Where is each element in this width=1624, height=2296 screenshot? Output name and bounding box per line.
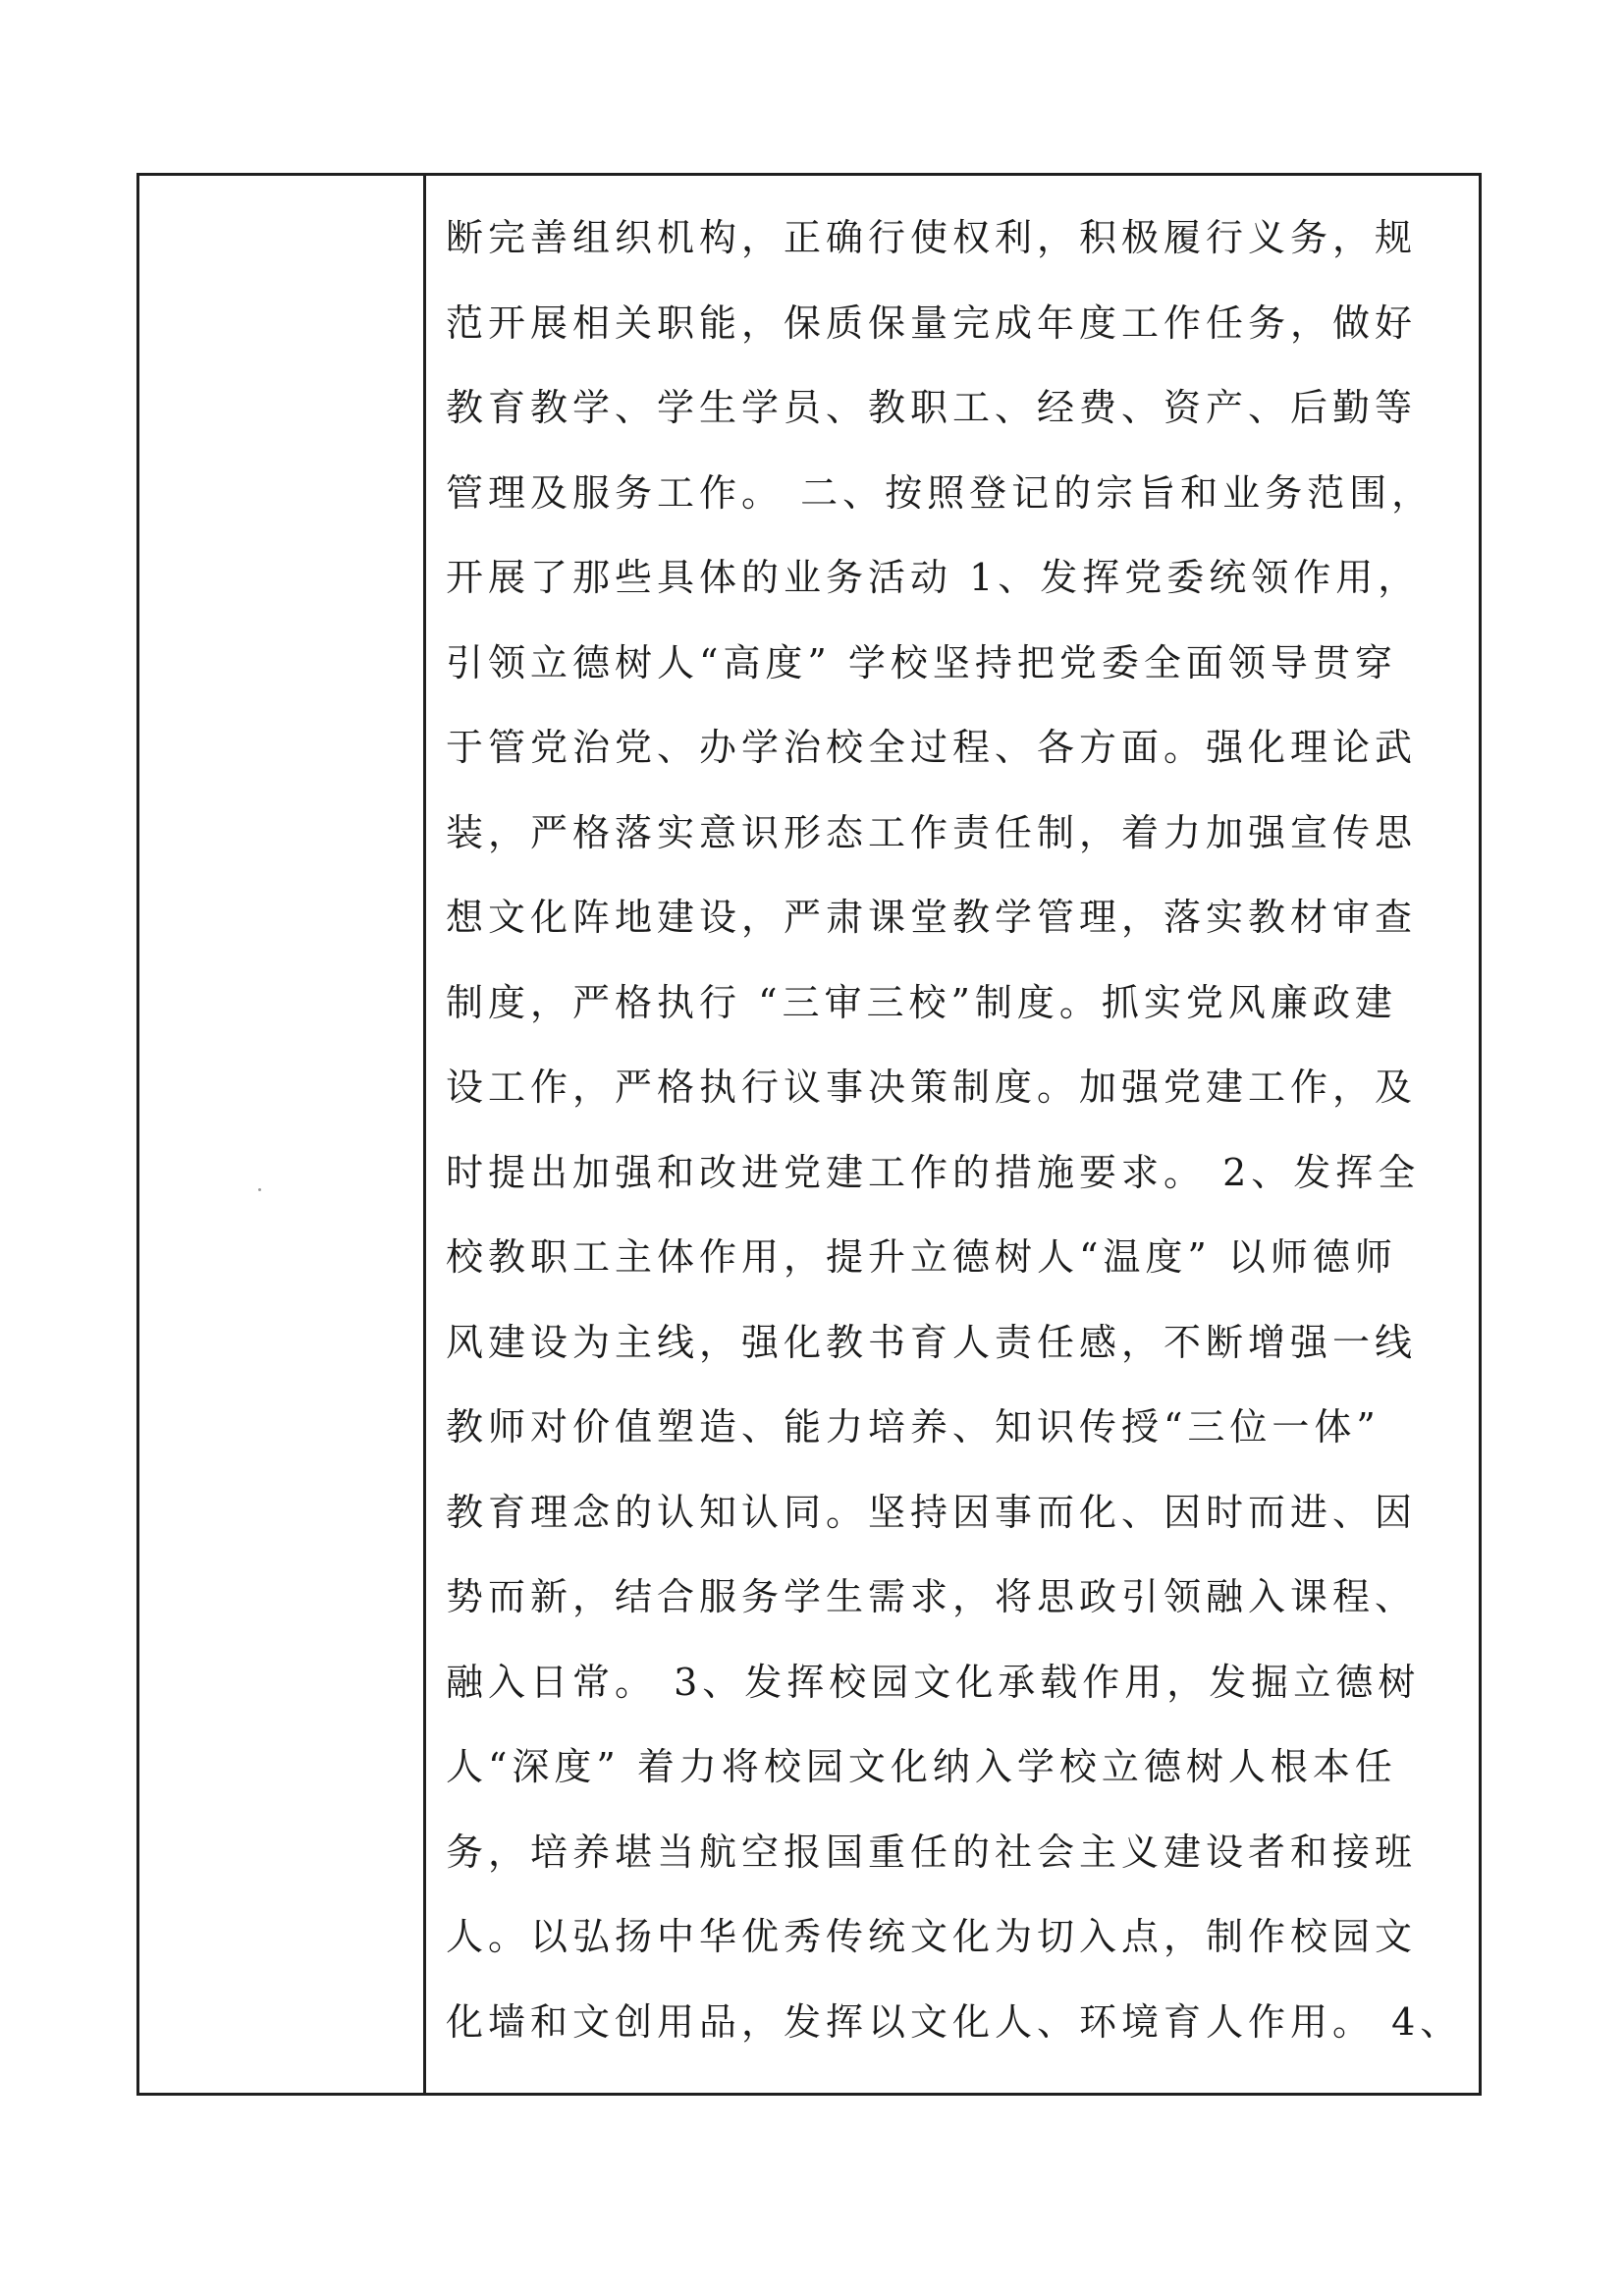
text-line: 开展了那些具体的业务活动 1、发挥党委统领作用， bbox=[446, 556, 1421, 599]
text-line: 教师对价值塑造、能力培养、知识传授“三位一体” bbox=[446, 1405, 1380, 1449]
content-cell bbox=[426, 176, 1479, 2093]
text-line: 制度，严格执行 “三审三校”制度。抓实党风廉政建 bbox=[446, 980, 1397, 1024]
text-line: 教育理念的认知认同。坚持因事而化、因时而进、因 bbox=[446, 1490, 1418, 1534]
text-line: 融入日常。 3、发挥校园文化承载作用，发掘立德树 bbox=[446, 1660, 1421, 1704]
form-table bbox=[136, 173, 1482, 2096]
label-cell bbox=[139, 176, 426, 2093]
text-line: 于管党治党、办学治校全过程、各方面。强化理论武 bbox=[446, 726, 1418, 769]
text-line: 风建设为主线，强化教书育人责任感，不断增强一线 bbox=[446, 1320, 1418, 1364]
text-line: 人“深度” 着力将校园文化纳入学校立德树人根本任 bbox=[446, 1745, 1397, 1788]
text-line: 装，严格落实意识形态工作责任制，着力加强宣传思 bbox=[446, 810, 1418, 854]
text-line: 引领立德树人“高度” 学校坚持把党委全面领导贯穿 bbox=[446, 640, 1397, 684]
text-line: 设工作，严格执行议事决策制度。加强党建工作，及 bbox=[446, 1066, 1418, 1109]
text-line: 教育教学、学生学员、教职工、经费、资产、后勤等 bbox=[446, 386, 1418, 429]
text-line: 务，培养堪当航空报国重任的社会主义建设者和接班 bbox=[446, 1830, 1418, 1874]
text-line: 范开展相关职能，保质保量完成年度工作任务，做好 bbox=[446, 301, 1418, 345]
text-line: 时提出加强和改进党建工作的措施要求。 2、发挥全 bbox=[446, 1150, 1421, 1194]
text-line: 断完善组织机构，正确行使权利，积极履行义务，规 bbox=[446, 216, 1418, 259]
text-line: 人。以弘扬中华优秀传统文化为切入点，制作校园文 bbox=[446, 1915, 1418, 1958]
text-line: 势而新，结合服务学生需求，将思政引领融入课程、 bbox=[446, 1575, 1418, 1618]
text-line: 化墙和文创用品，发挥以文化人、环境育人作用。 4、 bbox=[446, 1999, 1463, 2044]
scan-speck bbox=[258, 1188, 261, 1191]
paragraph-text bbox=[446, 195, 1467, 2064]
text-line: 想文化阵地建设，严肃课堂教学管理，落实教材审查 bbox=[446, 896, 1418, 939]
text-line: 管理及服务工作。 二、按照登记的宗旨和业务范围， bbox=[446, 470, 1435, 515]
text-line: 校教职工主体作用，提升立德树人“温度” 以师德师 bbox=[446, 1235, 1397, 1279]
